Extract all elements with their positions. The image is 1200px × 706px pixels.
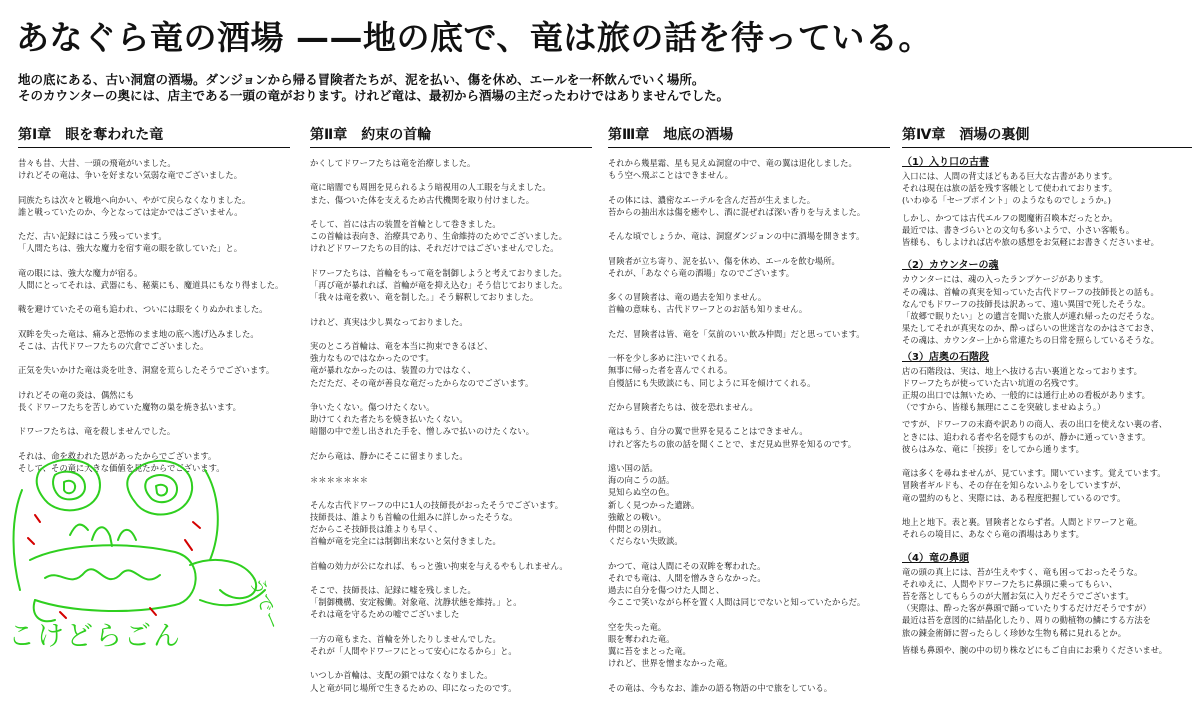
paragraph (18, 389, 290, 413)
text-line: 人間にとってそれは、武器にも、秘薬にも、魔道具にもなり得ました。 (18, 279, 284, 290)
chapter-1-column (18, 124, 290, 486)
intro-text (18, 72, 1178, 104)
text-line: (いわゆる「セーブポイント」のようなものでしょうか。) (902, 195, 1112, 206)
text-line: 竜は多くを尋ねませんが、見ています。聞いています。覚えています。 (902, 468, 1166, 479)
text-line: そこは、古代ドワーフたちの穴倉でございました。 (18, 340, 209, 351)
text-line: 暗闇の中で差し出された手を、憎しみで払いのけたくない。 (310, 426, 535, 437)
paragraph (902, 644, 1192, 656)
paragraph (608, 157, 890, 181)
paragraph (902, 170, 1192, 207)
text-line: それは竜を守るための嘘でございました (310, 609, 460, 620)
chapter-heading: 第Ⅳ章 酒場の裏側 (902, 124, 1192, 148)
text-line: そんな古代ドワーフの中に1人の技師長がおったそうでございます。 (310, 499, 564, 510)
text-line: だからこそ技師長は誰よりも早く、 (310, 523, 443, 534)
text-line: 遠い国の話。 (608, 462, 658, 473)
text-line: 店の石階段は、実は、地上へ抜ける古い裏道となっております。 (902, 365, 1142, 376)
paragraph (608, 230, 890, 242)
text-line: 皆様も鼻頭や、腕の中の切り株などにもご自由にお乗りくださいませ。 (902, 644, 1168, 655)
paragraph (310, 499, 592, 548)
paragraph (902, 516, 1192, 540)
text-line: 首輪の意味も、古代ドワーフとのお話も知りません。 (608, 304, 808, 315)
text-line: 皆様も、もしよければ店や旅の感想をお気軽にお書きくださいませ。 (902, 237, 1159, 248)
text-line: それは現在は旅の話を残す客帳として使われております。 (902, 183, 1118, 194)
text-line: だから冒険者たちは、彼を恐れません。 (608, 401, 758, 412)
text-line: 正規の出口では無いため、一般的には通行止めの看板があります。 (902, 390, 1150, 401)
paragraph (608, 194, 890, 218)
paragraph (608, 291, 890, 315)
text-line: 無事に帰った者を喜んでくれる。 (608, 365, 733, 376)
text-line: ドワーフたちは、竜を殺しませんでした。 (18, 426, 176, 437)
text-line: カウンターには、魂の入ったランプケージがあります。 (902, 274, 1109, 285)
paragraph (310, 181, 592, 205)
text-line: 仲間との別れ。 (608, 523, 667, 534)
chapter-heading: 第Ⅲ章 地底の酒場 (608, 124, 890, 148)
text-line: そして、その竜に大きな価値を見たからでございます。 (18, 462, 225, 473)
text-line: けれど、世界を憎まなかった竜。 (608, 658, 733, 669)
chapter-3-column (608, 124, 890, 706)
text-line: そんな頃でしょうか、竜は、洞窟ダンジョンの中に酒場を開きます。 (608, 231, 865, 242)
text-line: 見知らぬ空の色。 (608, 487, 675, 498)
text-line: ＊＊＊＊＊＊＊ (310, 475, 369, 486)
text-line: 冒険者ギルドも、その存在を知らないふりをしていますが、 (902, 480, 1126, 491)
text-line: けれど客たちの旅の話を聞くことで、まだ見ぬ世界を知るのです。 (608, 438, 857, 449)
dragon-signature-doodle (0, 440, 300, 675)
text-line: 今ここで笑いながら杯を置く人間は同じでないと知っていたからだ。 (608, 597, 866, 608)
text-line: 竜の盟約のもと、実際には、ある程度把握しているのです。 (902, 492, 1126, 503)
text-line: その竜は、今もなお、誰かの語る物語の中で旅をしている。 (608, 682, 833, 693)
paragraph (18, 328, 290, 352)
paragraph (18, 267, 290, 291)
paragraph (608, 682, 890, 694)
text-line: 助けてくれた者たちを焼き払いたくない。 (310, 414, 468, 425)
paragraph (902, 467, 1192, 504)
text-line: 人と竜が同じ場所で生きるための、印になったのです。 (310, 682, 517, 693)
text-line: 首輪の効力が公になれば、もっと強い拘束を与えるやもしれません。 (310, 560, 568, 571)
paragraph (310, 474, 592, 486)
text-line: そこで、技師長は、記録に嘘を残しました。 (310, 584, 476, 595)
text-line: けれどドワーフたちの目的は、それだけではございませんでした。 (310, 243, 559, 254)
paragraph (608, 621, 890, 670)
paragraph (18, 303, 290, 315)
text-line: 首輪が竜を完全には制御出来ないと気付きました。 (310, 536, 501, 547)
chapter-heading: 第Ⅰ章 眼を奪われた竜 (18, 124, 290, 148)
paragraph (608, 462, 890, 547)
text-line: 「故郷で眠りたい」との遺言を聞いた旅人が連れ帰ったのだそうな。 (902, 311, 1160, 322)
paragraph (310, 340, 592, 389)
page-title: あなぐら竜の酒場 ——地の底で、竜は旅の話を待っている。 (16, 18, 932, 57)
text-line: それは、命を救われた恩があったからでございます。 (18, 450, 217, 461)
text-line: 竜はもう、自分の翼で世界を見ることはできません。 (608, 426, 808, 437)
text-line: それが「人間やドワーフにとって安心になるから」と。 (310, 645, 517, 656)
text-line: 争いたくない。傷つけたくない。 (310, 401, 435, 412)
paragraph (310, 560, 592, 572)
paragraph (310, 633, 592, 657)
text-line: 正気を失いかけた竜は炎を吐き、洞窟を荒らしたそうでございます。 (18, 365, 275, 376)
text-line: 入口には、人間の背丈ほどもある巨大な古書があります。 (902, 171, 1118, 181)
doodle-dragon-face (14, 460, 266, 622)
text-line: 果たしてそれが真実なのか、酔っぱらいの世迷言なのかはさておき、 (902, 323, 1159, 334)
text-line: 実のところ首輪は、竜を本当に拘束できるほど、 (310, 340, 493, 351)
text-line: 双眸を失った竜は、痛みと恐怖のまま地の底へ逃げ込みました。 (18, 328, 259, 339)
text-line: そして、首には古の装置を首輪として巻きました。 (310, 218, 501, 229)
paragraph (310, 267, 592, 304)
text-line: しかし、かつては古代エルフの閲魔術召喚本だったとか。 (902, 212, 1118, 223)
text-line: ただ、古い記録にはこう残っています。 (18, 231, 167, 242)
text-line: 一方の竜もまた、首輪を外したりしませんでした。 (310, 633, 501, 644)
text-line: それらの境目に、あなぐら竜の酒場はあります。 (902, 529, 1084, 540)
paragraph (18, 364, 290, 376)
text-line: 「再び竜が暴れれば、首輪が竜を抑え込む」そう信じておりました。 (310, 279, 568, 290)
text-line: ドワーフたちは、首輪をもって竜を制御しようと考えておりました。 (310, 267, 567, 278)
text-line: その魂は、カウンター上から常連たちの日常を照らしているそうな。 (902, 335, 1159, 346)
text-line: この首輪は表向き、治療具であり、生命維持のためでございました。 (310, 231, 567, 242)
text-line: 翼に苔をまとった竜。 (608, 645, 691, 656)
paragraph (310, 157, 592, 169)
text-line: 強敵との戦い。 (608, 511, 667, 522)
text-line: それが、「あなぐら竜の酒場」なのでございます。 (608, 267, 795, 278)
text-line: 苔を落としてもらうのが大層お気に入りだそうでございます。 (902, 591, 1134, 602)
chapter-4-column (902, 124, 1192, 668)
text-line: 地上と地下。表と裏。冒険者とならず者。人間とドワーフと竜。 (902, 517, 1143, 528)
text-line: 同族たちは次々と戦地へ向かい、やがて戻らなくなりました。 (18, 194, 251, 205)
text-line: 強力なものではなかったのです。 (310, 353, 434, 364)
text-line: （ですから、皆様も無理にここを突破しませぬよう。） (902, 402, 1106, 413)
text-line: 新しく見つかった遺跡。 (608, 499, 700, 510)
text-line: 誰と戦っていたのか、今となっては定かではございません。 (18, 206, 243, 217)
paragraph (310, 401, 592, 438)
paragraph (18, 425, 290, 437)
text-line: けれどその竜は、争いを好まない気弱な竜でございました。 (18, 170, 243, 181)
text-line: ただ、冒険者は皆、竜を「気前のいい飲み仲間」だと思っています。 (608, 328, 865, 339)
paragraph (902, 418, 1192, 455)
text-line: 竜が暴れなかったのは、装置の力ではなく、 (310, 365, 476, 376)
paragraph (18, 194, 290, 218)
text-line: 竜の頭の真上には、苔が生えやすく、竜も困っておったそうな。 (902, 566, 1143, 577)
text-line: 一杯を少し多めに注いでくれる。 (608, 353, 733, 364)
text-line: ただただ、その竜が善良な竜だったからなのでございます。 (310, 377, 534, 388)
paragraph (608, 425, 890, 449)
section-title: （3）店奥の石階段 (902, 351, 989, 363)
text-line: 竜の眼には、強大な魔力が宿る。 (18, 267, 143, 278)
section-title: （2）カウンターの魂 (902, 260, 999, 272)
text-line: 眼を奪われた竜。 (608, 633, 675, 644)
text-line: もう空へ飛ぶことはできません。 (608, 170, 733, 181)
text-line: 海の向こうの話。 (608, 475, 675, 486)
text-line: また、傷ついた体を支えるため古代機関を取り付けました。 (310, 194, 535, 205)
text-line: それから幾星霜、星も見えぬ洞窟の中で、竜の翼は退化しました。 (608, 158, 857, 168)
text-line: それでも竜は、人間を憎みきらなかった。 (608, 572, 766, 583)
text-line: 苔からの抽出水は傷を癒やし、酒に混ぜれば深い香りを与えました。 (608, 206, 866, 217)
text-line: 冒険者が立ち寄り、泥を払い、傷を休め、エールを飲む場所。 (608, 255, 840, 266)
text-line: かくしてドワーフたちは竜を治療しました。 (310, 158, 476, 168)
paragraph (902, 212, 1192, 249)
text-line: （実際は、酔った客が鼻頭で踊っていたりするだけだそうですが） (902, 603, 1151, 614)
text-line: ときには、追われる者や名を隠すものが、静かに通っていきます。 (902, 431, 1151, 442)
paragraph (310, 450, 592, 462)
text-line: ですが、ドワーフの末裔や訳ありの商人、表の出口を使えない裏の者、 (902, 419, 1168, 430)
text-line: 彼らはみな、竜に「挨拶」をしてから通ります。 (902, 443, 1084, 454)
section-title: （1）入り口の古書 (902, 157, 989, 168)
paragraph (310, 316, 592, 328)
paragraph (902, 365, 1192, 414)
doodle-red-marks (28, 515, 200, 618)
intro-line: そのカウンターの奥には、店主である一頭の竜がおります。けれど竜は、最初から酒場の主だったわけではありませんでした。 (18, 88, 730, 103)
doodle-side-note: うでー (245, 574, 284, 633)
text-line: 技師長は、誰よりも首輪の仕組みに詳しかったそうな。 (310, 511, 518, 522)
text-line: それゆえに、人間やドワーフたちに鼻頭に乗ってもらい、 (902, 578, 1118, 589)
text-line: けれど、真実は少し異なっておりました。 (310, 316, 468, 327)
text-line: 最近は苔を意図的に結晶化したり、周りの動植物の鱗にする方法を (902, 615, 1151, 626)
paragraph (902, 566, 1192, 639)
text-line: けれどその竜の炎は、偶然にも (18, 389, 135, 400)
text-line: その体には、濃密なエーテルを含んだ苔が生えました。 (608, 194, 816, 205)
text-line: かつて、竜は人間にその双眸を奪われた。 (608, 560, 766, 571)
paragraph (608, 401, 890, 413)
text-line: 多くの冒険者は、竜の過去を知りません。 (608, 292, 767, 303)
text-line: だから竜は、静かにそこに留まりました。 (310, 450, 468, 461)
text-line: 「制御機構、安定稼働。対象竜、沈静状態を維持。」と。 (310, 597, 522, 608)
text-line: 空を失った竜。 (608, 621, 667, 632)
text-line: 竜に暗闇でも周囲を見られるよう暗視用の人工眼を与えました。 (310, 182, 551, 193)
paragraph (608, 560, 890, 609)
text-line: 戦を避けていたその竜も追われ、ついには眼をくりぬかれました。 (18, 304, 268, 315)
paragraph (310, 669, 592, 693)
text-line: 昔々も昔、大昔、一頭の飛竜がいました。 (18, 158, 176, 168)
paragraph (608, 255, 890, 279)
text-line: なんでもドワーフの技師長は訳あって、遠い異国で死したそうな。 (902, 298, 1151, 309)
text-line: 過去に自分を傷つけた人間と、 (608, 584, 725, 595)
text-line: くだらない失敗談。 (608, 536, 683, 547)
text-line: いつしか首輪は、支配の鎖ではなくなりました。 (310, 670, 493, 681)
paragraph (608, 352, 890, 389)
paragraph (310, 584, 592, 621)
text-line: 「人間たちは、強大な魔力を宿す竜の眼を欲していた」と。 (18, 243, 243, 254)
section-title: （4）竜の鼻頭 (902, 552, 969, 564)
text-line: 「我々は竜を救い、竜を制した。」そう解釈しておりました。 (310, 292, 539, 303)
signature-text: こけどらごん (8, 621, 182, 652)
chapter-heading: 第Ⅱ章 約束の首輪 (310, 124, 592, 148)
paragraph (18, 157, 290, 181)
paragraph (310, 218, 592, 255)
text-line: ドワーフたちが使っていた古い坑道の名残です。 (902, 377, 1084, 388)
text-line: 旅の錬金術師に習ったらしく珍妙な生物も稀に見れるとか。 (902, 627, 1127, 638)
paragraph (902, 273, 1192, 346)
paragraph (608, 328, 890, 340)
text-line: 自慢話にも失敗談にも、同じように耳を傾けてくれる。 (608, 377, 816, 388)
chapter-2-column (310, 124, 592, 706)
text-line: 最近では、書きづらいとの文句も多いようで、小さい客帳も。 (902, 224, 1135, 235)
paragraph (18, 230, 290, 254)
text-line: 長くドワーフたちを苦しめていた魔物の巣を焼き払います。 (18, 401, 241, 412)
text-line: その魂は、首輪の真実を知っていた古代ドワーフの技師長との話も。 (902, 286, 1159, 297)
intro-line: 地の底にある、古い洞窟の酒場。ダンジョンから帰る冒険者たちが、泥を払い、傷を休め、エールを一杯飲んでいく場所。 (18, 72, 705, 87)
